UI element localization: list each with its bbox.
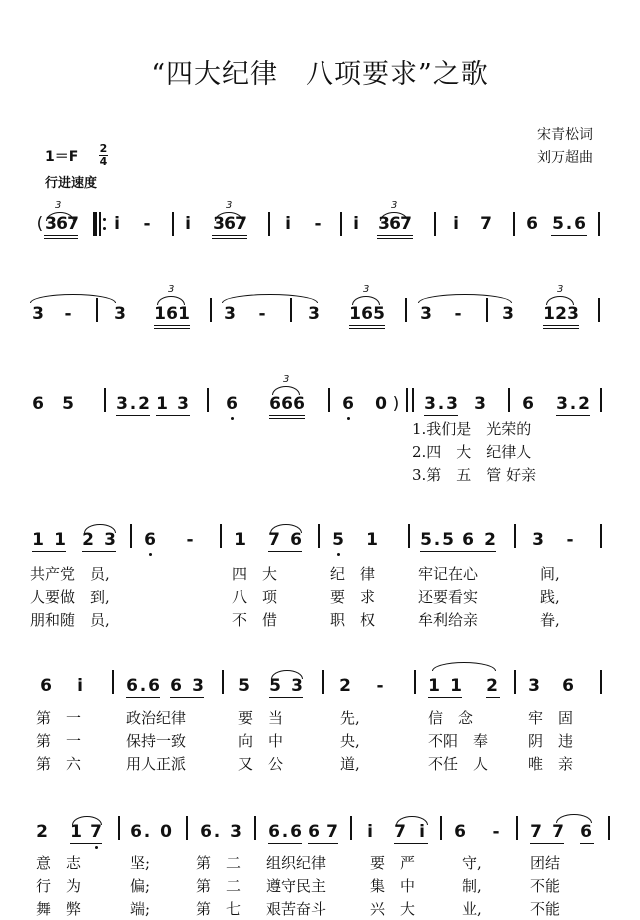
lyric-line: 唯 亲 <box>528 755 574 773</box>
lyric-line: 职 权 <box>330 611 376 629</box>
barline <box>405 298 407 322</box>
beam <box>424 415 458 416</box>
low-octave-dot <box>347 417 350 420</box>
note: 2 <box>578 394 590 414</box>
barline <box>514 524 516 548</box>
note: 6 <box>562 676 574 696</box>
lyric-line: 兴 大 <box>370 900 416 918</box>
lyric-line: 第 二 <box>196 877 242 895</box>
note: 6 <box>148 676 160 696</box>
note: - <box>314 214 322 234</box>
time-numerator: 2 <box>99 142 108 155</box>
barline <box>118 816 120 840</box>
barline <box>350 816 352 840</box>
barline <box>130 524 132 548</box>
note: 2 <box>484 530 496 550</box>
beam <box>156 415 190 416</box>
barline <box>322 670 324 694</box>
note: 3 <box>420 304 432 324</box>
lyric-line: 纪 律 <box>330 565 376 583</box>
note: 6 <box>200 822 212 842</box>
lyricist-credit: 宋青松词 <box>537 127 593 143</box>
beam <box>154 325 190 326</box>
beam <box>580 843 594 844</box>
barline <box>600 388 602 412</box>
time-denominator: 4 <box>99 155 108 168</box>
beam <box>349 328 385 329</box>
note: 3 <box>116 394 128 414</box>
lyric-line: 第 七 <box>196 900 242 918</box>
note: i <box>453 214 459 234</box>
note: 5 <box>238 676 250 696</box>
triplet-slur <box>157 296 185 305</box>
note: 6 <box>361 304 373 324</box>
note: - <box>143 214 151 234</box>
verse-intro-1: 1.我们是 光荣的 <box>412 420 532 438</box>
note: 3 <box>474 394 486 414</box>
note: 7 <box>552 822 564 842</box>
note: 5 <box>373 304 385 324</box>
note: 1 <box>450 676 462 696</box>
note: 6 <box>281 394 293 414</box>
triplet-slur <box>546 296 574 305</box>
note: 6 <box>574 214 586 234</box>
slur <box>84 524 116 533</box>
barline <box>328 388 330 412</box>
note: 6 <box>56 214 68 234</box>
note: 6 <box>290 530 302 550</box>
note: 2 <box>36 822 48 842</box>
note: . <box>129 394 137 414</box>
barline <box>440 816 442 840</box>
barline <box>104 388 106 412</box>
staff-system-5 <box>0 662 640 702</box>
barline <box>99 212 101 236</box>
note: 6 <box>268 822 280 842</box>
lyric-line: 间, <box>540 565 560 583</box>
slur <box>556 814 592 823</box>
note: 6 <box>40 676 52 696</box>
lyric-line: 要 求 <box>330 588 376 606</box>
beam <box>308 843 338 844</box>
note: - <box>64 304 72 324</box>
triplet-slur <box>272 386 300 395</box>
barline <box>220 524 222 548</box>
barline <box>340 212 342 236</box>
barline <box>210 298 212 322</box>
beam <box>82 551 116 552</box>
lyric-line: 信 念 <box>428 709 474 727</box>
barline <box>254 816 256 840</box>
note: 1 <box>70 822 82 842</box>
barline <box>508 388 510 412</box>
note: i <box>353 214 359 234</box>
note: 2 <box>138 394 150 414</box>
note: 6 <box>126 676 138 696</box>
lyric-line: 四 大 <box>232 565 278 583</box>
note: 3 <box>192 676 204 696</box>
note: 6 <box>342 394 354 414</box>
note: 6 <box>454 822 466 842</box>
barline <box>600 670 602 694</box>
lyric-line: 牢记在心 <box>418 565 479 583</box>
barline <box>513 212 515 236</box>
barline <box>112 670 114 694</box>
lyric-line: 意 志 <box>36 854 82 872</box>
lyric-line: 阴 违 <box>528 732 574 750</box>
note: 6 <box>170 676 182 696</box>
note: . <box>139 676 147 696</box>
note: 3 <box>532 530 544 550</box>
barline <box>608 816 610 840</box>
barline <box>600 524 602 548</box>
staff-system-1 <box>0 200 640 240</box>
note: i <box>185 214 191 234</box>
key-signature: 1＝F <box>45 149 79 165</box>
note: 3 <box>528 676 540 696</box>
lyric-line: 不任 人 <box>428 755 489 773</box>
note: - <box>186 530 194 550</box>
note: . <box>433 530 441 550</box>
barline <box>408 524 410 548</box>
beam <box>44 238 78 239</box>
beam <box>32 551 66 552</box>
note: 6 <box>166 304 178 324</box>
note: 7 <box>90 822 102 842</box>
beam <box>269 418 305 419</box>
lyric-line: 团结 <box>530 854 561 872</box>
triplet-mark: 3 <box>168 284 175 295</box>
triplet-mark: 3 <box>226 200 233 211</box>
note: i <box>367 822 373 842</box>
lyric-line: 还要看实 <box>418 588 479 606</box>
barline <box>598 212 600 236</box>
slur <box>72 816 102 825</box>
note: i <box>285 214 291 234</box>
lyric-line: 第 六 <box>36 755 82 773</box>
note: 6 <box>269 394 281 414</box>
beam <box>543 325 579 326</box>
note: . <box>565 214 573 234</box>
triplet-slur <box>352 296 380 305</box>
tie <box>222 294 318 303</box>
beam <box>377 238 413 239</box>
beam <box>44 235 78 236</box>
lyric-line: 组织纪律 <box>266 854 327 872</box>
note: 6 <box>290 822 302 842</box>
note: - <box>376 676 384 696</box>
lyric-line: 眷, <box>540 611 560 629</box>
note: 6 <box>580 822 592 842</box>
note: 3 <box>567 304 579 324</box>
barline <box>207 388 209 412</box>
note: i <box>114 214 120 234</box>
note: 7 <box>326 822 338 842</box>
note: 1 <box>154 304 166 324</box>
barline <box>516 816 518 840</box>
note: 1 <box>54 530 66 550</box>
note: 2 <box>555 304 567 324</box>
barline <box>514 670 516 694</box>
note: 1 <box>366 530 378 550</box>
lyric-line: 又 公 <box>238 755 284 773</box>
lyric-line: 共产党 员, <box>30 565 110 583</box>
note: ) <box>392 394 400 414</box>
repeat-bar <box>93 212 97 236</box>
barline <box>412 388 414 412</box>
lyric-line: 坚; <box>130 854 151 872</box>
note: 7 <box>67 214 79 234</box>
lyric-line: 端; <box>130 900 151 918</box>
note: 1 <box>156 394 168 414</box>
note: 5 <box>442 530 454 550</box>
note: 7 <box>235 214 247 234</box>
staff-system-6 <box>0 808 640 848</box>
note: - <box>566 530 574 550</box>
beam <box>126 697 160 698</box>
note: 6 <box>224 214 236 234</box>
barline <box>598 298 600 322</box>
note: . <box>143 822 151 842</box>
beam <box>212 235 247 236</box>
barline <box>434 212 436 236</box>
note: 6 <box>130 822 142 842</box>
lyric-line: 政治纪律 <box>126 709 187 727</box>
repeat-dot <box>103 218 106 221</box>
tie <box>30 294 116 303</box>
note: 1 <box>32 530 44 550</box>
barline <box>414 670 416 694</box>
note: i <box>419 822 425 842</box>
note: 7 <box>394 822 406 842</box>
barline <box>222 670 224 694</box>
staff-system-2 <box>0 284 640 330</box>
note: 7 <box>400 214 412 234</box>
lyric-line: 制, <box>462 877 482 895</box>
lyric-line: 保持一致 <box>126 732 187 750</box>
verse-intro-3: 3.第 五 管 好亲 <box>412 466 537 484</box>
lyric-line: 八 项 <box>232 588 278 606</box>
note: 3 <box>32 304 44 324</box>
triplet-mark: 3 <box>283 374 290 385</box>
lyric-line: 遵守民主 <box>266 877 327 895</box>
note: . <box>213 822 221 842</box>
beam <box>349 325 385 326</box>
note: 7 <box>268 530 280 550</box>
note: 2 <box>82 530 94 550</box>
slur <box>271 670 303 679</box>
note: 1 <box>428 676 440 696</box>
tie <box>418 294 512 303</box>
tie <box>432 662 496 671</box>
beam <box>268 843 302 844</box>
note: 1 <box>543 304 555 324</box>
note: 5 <box>420 530 432 550</box>
beam <box>268 551 302 552</box>
beam <box>486 697 500 698</box>
note: 2 <box>486 676 498 696</box>
note: 6 <box>526 214 538 234</box>
note: . <box>569 394 577 414</box>
note: 1 <box>234 530 246 550</box>
note: - <box>454 304 462 324</box>
note: 5 <box>62 394 74 414</box>
low-octave-dot <box>231 417 234 420</box>
beam <box>269 415 305 416</box>
repeat-dot <box>103 227 106 230</box>
lyric-line: 人要做 到, <box>30 588 110 606</box>
note: 3 <box>224 304 236 324</box>
beam <box>530 843 564 844</box>
note: 0 <box>375 394 387 414</box>
note: 3 <box>556 394 568 414</box>
note: 0 <box>160 822 172 842</box>
low-octave-dot <box>337 553 340 556</box>
note: 3 <box>45 214 57 234</box>
lyric-line: 不 借 <box>232 611 278 629</box>
beam <box>154 328 190 329</box>
beam <box>70 843 102 844</box>
lyric-line: 牟利给亲 <box>418 611 479 629</box>
lyric-line: 践, <box>540 588 560 606</box>
time-signature <box>99 144 108 167</box>
note: 5 <box>552 214 564 234</box>
lyric-line: 集 中 <box>370 877 416 895</box>
composer-credit: 刘万超曲 <box>537 150 593 166</box>
lyric-line: 先, <box>340 709 360 727</box>
song-title: “四大纪律 八项要求”之歌 <box>151 59 489 90</box>
note: 6 <box>308 822 320 842</box>
lyric-line: 第 二 <box>196 854 242 872</box>
tempo-marking: 行进速度 <box>45 176 98 191</box>
note: 3 <box>291 676 303 696</box>
note: . <box>281 822 289 842</box>
lyric-line: 偏; <box>130 877 151 895</box>
note: ( <box>36 214 44 234</box>
note: 5 <box>269 676 281 696</box>
lyric-line: 朋和随 员, <box>30 611 110 629</box>
note: 3 <box>104 530 116 550</box>
beam <box>212 238 247 239</box>
note: - <box>258 304 266 324</box>
triplet-mark: 3 <box>55 200 62 211</box>
barline <box>186 816 188 840</box>
note: 5 <box>332 530 344 550</box>
beam <box>116 415 150 416</box>
barline <box>486 298 488 322</box>
lyric-line: 艰苦奋斗 <box>266 900 327 918</box>
note: 3 <box>446 394 458 414</box>
lyric-line: 不能 <box>530 900 561 918</box>
triplet-mark: 3 <box>363 284 370 295</box>
note: - <box>492 822 500 842</box>
note: . <box>437 394 445 414</box>
note: 7 <box>480 214 492 234</box>
lyric-line: 牢 固 <box>528 709 574 727</box>
triplet-mark: 3 <box>557 284 564 295</box>
lyric-line: 用人正派 <box>126 755 187 773</box>
lyric-line: 业, <box>462 900 482 918</box>
note: 6 <box>32 394 44 414</box>
lyric-line: 道, <box>340 755 360 773</box>
triplet-mark: 3 <box>391 200 398 211</box>
note: 3 <box>213 214 225 234</box>
lyric-line: 守, <box>462 854 482 872</box>
note: 3 <box>114 304 126 324</box>
beam <box>428 697 462 698</box>
lyric-line: 第 一 <box>36 732 82 750</box>
lyric-line: 要 当 <box>238 709 284 727</box>
lyric-line: 第 一 <box>36 709 82 727</box>
staff-system-3 <box>0 374 640 420</box>
barline <box>406 388 408 412</box>
note: 6 <box>293 394 305 414</box>
note: 3 <box>177 394 189 414</box>
note: 3 <box>308 304 320 324</box>
lyric-line: 行 为 <box>36 877 82 895</box>
beam <box>269 697 303 698</box>
beam <box>170 697 204 698</box>
beam <box>394 843 428 844</box>
beam <box>543 328 579 329</box>
lyric-line: 舞 弊 <box>36 900 82 918</box>
staff-system-4 <box>0 516 640 556</box>
note: 6 <box>144 530 156 550</box>
note: 6 <box>462 530 474 550</box>
barline <box>318 524 320 548</box>
slur <box>270 524 302 533</box>
beam <box>420 551 496 552</box>
note: 7 <box>530 822 542 842</box>
note: 1 <box>349 304 361 324</box>
barline <box>268 212 270 236</box>
lyric-line: 向 中 <box>238 732 284 750</box>
note: 2 <box>339 676 351 696</box>
note: 3 <box>378 214 390 234</box>
low-octave-dot <box>95 846 98 849</box>
note: 6 <box>522 394 534 414</box>
beam <box>377 235 413 236</box>
note: 3 <box>502 304 514 324</box>
barline <box>290 298 292 322</box>
note: 6 <box>389 214 401 234</box>
lyric-line: 央, <box>340 732 360 750</box>
barline <box>96 298 98 322</box>
lyric-line: 不能 <box>530 877 561 895</box>
barline <box>172 212 174 236</box>
note: 3 <box>424 394 436 414</box>
low-octave-dot <box>149 553 152 556</box>
note: 6 <box>226 394 238 414</box>
beam <box>551 235 587 236</box>
note: 1 <box>178 304 190 324</box>
verse-intro-2: 2.四 大 纪律人 <box>412 443 532 461</box>
lyric-line: 不阳 奉 <box>428 732 489 750</box>
beam <box>556 415 590 416</box>
note: i <box>77 676 83 696</box>
slur <box>396 816 428 825</box>
note: 3 <box>230 822 242 842</box>
lyric-line: 要 严 <box>370 854 416 872</box>
